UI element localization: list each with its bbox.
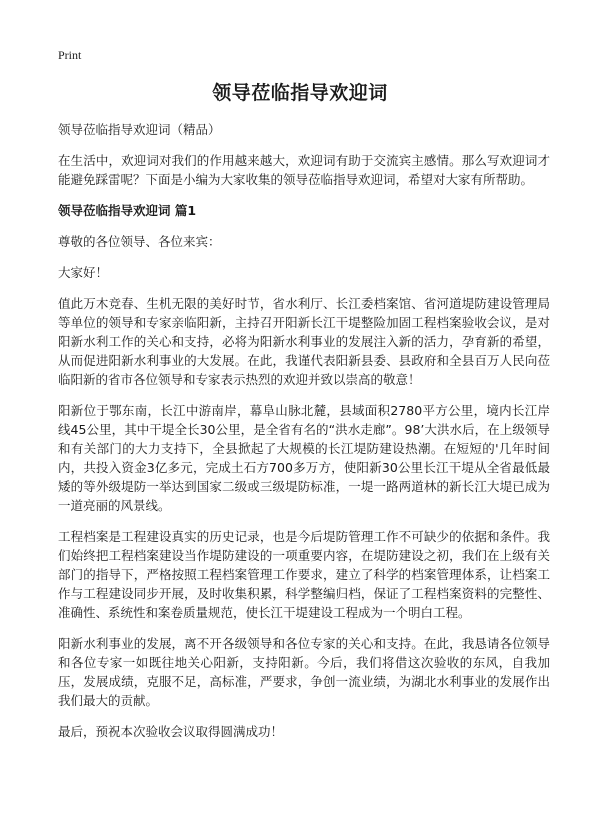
body-paragraph: 值此万木竞春、生机无限的美好时节，省水利厅、长江委档案馆、省河道堤防建设管理局等单位的领导和专家亲临阳新，主持召开阳新长江干堤整险加固工程档案验收会议，是对阳新水利工作的关心和支持，必将为阳新水利事业的发展注入新的活力，孕育新的希望，从而促进阳新水利事业的大发展。在此，我谨代表阳新县委、县政府和全县百万人民向莅临阳新的省市各位领导和专家表示热烈的欢迎并致以崇高的敬意！ [58,296,550,387]
body-paragraph: 阳新水利事业的发展，离不开各级领导和各位专家的关心和支持。在此，我恳请各位领导和各位专家一如既往地关心阳新，支持阳新。今后，我们将借这次验收的东风，自我加压，发展成绩，克服不足，高标准，严要求，争创一流业绩，为湖北水利事业的发展作出我们最大的贡献。 [58,636,550,708]
closing-paragraph: 最后，预祝本次验收会议取得圆满成功！ [58,724,284,739]
body-paragraph: 工程档案是工程建设真实的历史记录，也是今后堤防管理工作不可缺少的依据和条件。我们始终把工程档案建设当作堤防建设的一项重要内容，在堤防建设之初，我们在上级有关部门的指导下，严格按照工程档案管理工作要求，建立了科学的档案管理体系，让档案工作与工程建设同步开展，及时收集积累，科学整编归档，保证了工程档案资料的完整性、准确性、系统性和案卷质量规范，使长江干堤建设工程成为一个明白工程。 [58,529,550,620]
body-paragraph: 阳新位于鄂东南，长江中游南岸，幕阜山脉北麓，县域面积2780平方公里，境内长江岸线45公里，其中干堤全长30公里，是全省有名的“洪水走廊”。98’大洪水后，在上级领导和有关部门的大力支持下，全县掀起了大规模的长江堤防建设热潮。在短短的'几年时间内，共投入资金3亿多元，完成土石方700多万方，使阳新30公里长江干堤从全省最低最矮的等外级堤防一举达到国家二级或三级堤防标准，一堤一路两道林的新长江大堤已成为一道亮丽的风景线。 [58,403,550,513]
document-subtitle: 领导莅临指导欢迎词（精品） [58,122,221,137]
intro-paragraph: 在生活中，欢迎词对我们的作用越来越大，欢迎词有助于交流宾主感情。那么写欢迎词才能避免踩雷呢？下面是小编为大家收集的领导莅临指导欢迎词，希望对大家有所帮助。 [58,153,550,187]
greeting: 大家好！ [58,265,109,280]
print-link[interactable]: Print [58,48,82,62]
document-body [58,120,550,753]
salutation: 尊敬的各位领导、各位来宾： [58,234,221,249]
section-heading: 领导莅临指导欢迎词 篇1 [58,203,197,218]
page-title: 领导莅临指导欢迎词 [212,82,388,104]
